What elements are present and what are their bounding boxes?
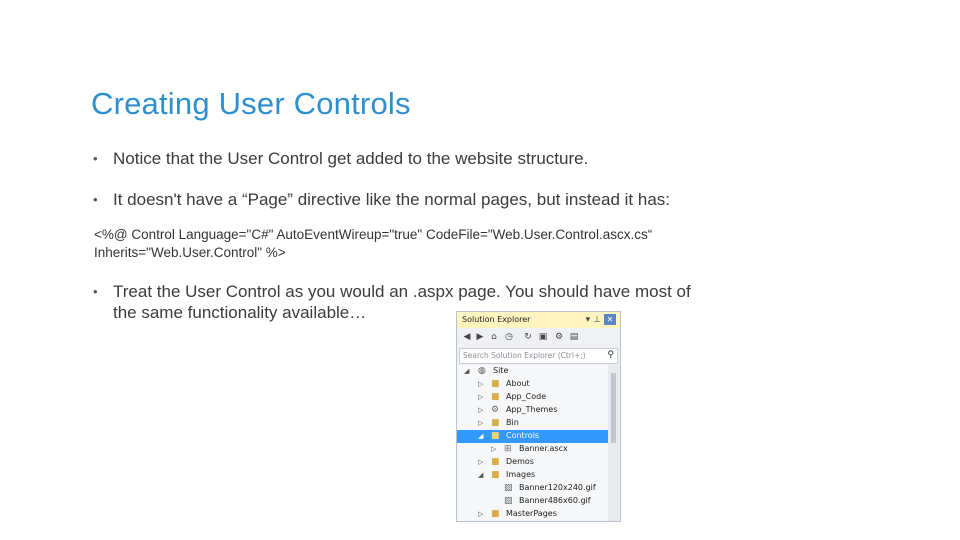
globe-icon: ◍ bbox=[478, 366, 486, 376]
expand-arrow-icon[interactable]: ▷ bbox=[478, 406, 484, 414]
expand-arrow-icon[interactable]: ▷ bbox=[478, 380, 484, 388]
tree-item-label: Demos bbox=[506, 457, 534, 466]
titlebar-controls bbox=[586, 314, 616, 325]
expand-arrow-icon[interactable]: ▷ bbox=[491, 445, 497, 453]
image-file-icon: ▨ bbox=[504, 496, 513, 506]
tree-item-banner-ascx[interactable] bbox=[457, 443, 608, 456]
folder-icon: ■ bbox=[491, 379, 500, 389]
back-icon[interactable]: ◀ bbox=[463, 332, 471, 342]
search-placeholder: Search Solution Explorer (Ctrl+;) bbox=[463, 351, 586, 360]
tree-item-app-themes[interactable] bbox=[457, 404, 608, 417]
solution-explorer-titlebar bbox=[457, 312, 620, 328]
panel-title: Solution Explorer bbox=[462, 315, 531, 324]
expand-arrow-icon[interactable]: ▷ bbox=[478, 419, 484, 427]
slide-title: Creating User Controls bbox=[91, 86, 411, 121]
expand-arrow-icon[interactable]: ◢ bbox=[464, 367, 470, 375]
scrollbar-thumb[interactable] bbox=[611, 373, 616, 443]
tree-item-label: Bin bbox=[506, 418, 519, 427]
tree-item-app-code[interactable] bbox=[457, 391, 608, 404]
history-icon[interactable]: ◷ bbox=[505, 332, 513, 342]
tree-item-label: MasterPages bbox=[506, 509, 557, 518]
folder-icon: ■ bbox=[491, 418, 500, 428]
solution-explorer-panel bbox=[456, 311, 621, 522]
solution-explorer-toolbar bbox=[457, 329, 620, 347]
folder-open-icon: ■ bbox=[491, 431, 500, 441]
tree-item-banner486x60[interactable] bbox=[457, 495, 608, 508]
solution-search-input[interactable] bbox=[459, 348, 618, 364]
tree-item-masterpages[interactable] bbox=[457, 508, 608, 521]
image-file-icon: ▨ bbox=[504, 483, 513, 493]
expand-arrow-icon[interactable]: ◢ bbox=[478, 471, 484, 479]
folder-open-icon: ■ bbox=[491, 470, 500, 480]
bullet-text: It doesn't have a “Page” directive like the normal pages, but instead it has: bbox=[113, 190, 671, 209]
tree-item-label: About bbox=[506, 379, 530, 388]
tree-item-label: Banner120x240.gif bbox=[519, 483, 596, 492]
tree-item-about[interactable] bbox=[457, 378, 608, 391]
pin-icon[interactable]: ⊥ bbox=[593, 315, 604, 325]
bullet-dot: • bbox=[93, 284, 98, 299]
expand-arrow-icon[interactable]: ▷ bbox=[478, 393, 484, 401]
folder-icon: ■ bbox=[491, 457, 500, 467]
bullet-text: Notice that the User Control get added to the website structure. bbox=[113, 149, 589, 168]
code-line: <%@ Control Language="C#" AutoEventWireup="true" CodeFile="Web.User.Control.ascx.cs“ bbox=[94, 227, 653, 242]
tree-item-site[interactable] bbox=[457, 365, 608, 378]
code-line: Inherits="Web.User.Control" %> bbox=[94, 245, 286, 260]
tree-item-images[interactable] bbox=[457, 469, 608, 482]
tree-item-controls[interactable] bbox=[457, 430, 608, 443]
tree-item-demos[interactable] bbox=[457, 456, 608, 469]
folder-icon: ■ bbox=[491, 392, 500, 402]
tree-item-label: Controls bbox=[506, 431, 540, 440]
tree-item-label: Banner486x60.gif bbox=[519, 496, 591, 505]
dropdown-icon[interactable]: ▾ bbox=[585, 315, 594, 325]
tree-item-bin[interactable] bbox=[457, 417, 608, 430]
control-file-icon: ⊞ bbox=[504, 444, 512, 454]
tree-item-label: Site bbox=[493, 366, 509, 375]
bullet-text-line: Treat the User Control as you would an .aspx page. You should have most of bbox=[113, 282, 691, 301]
control-directive-code bbox=[94, 226, 652, 262]
expand-arrow-icon[interactable]: ▷ bbox=[478, 510, 484, 518]
home-icon[interactable]: ⌂ bbox=[491, 332, 497, 342]
bullet-dot: • bbox=[93, 151, 98, 166]
close-icon[interactable]: ✕ bbox=[604, 314, 616, 325]
tree-item-label: App_Themes bbox=[506, 405, 558, 414]
show-all-files-icon[interactable]: ▤ bbox=[569, 332, 579, 342]
search-icon[interactable]: ⚲ bbox=[607, 350, 614, 360]
tree-item-label: App_Code bbox=[506, 392, 547, 401]
expand-arrow-icon[interactable]: ▷ bbox=[478, 458, 484, 466]
folder-icon: ■ bbox=[491, 509, 500, 519]
bullet-dot: • bbox=[93, 192, 98, 207]
tree-item-label: Banner.ascx bbox=[519, 444, 568, 453]
solution-tree bbox=[457, 365, 608, 521]
tree-item-label: Images bbox=[506, 470, 536, 479]
collapse-all-icon[interactable]: ▣ bbox=[538, 332, 548, 342]
tree-item-banner120x240[interactable] bbox=[457, 482, 608, 495]
expand-arrow-icon[interactable]: ◢ bbox=[478, 432, 484, 440]
gear-icon: ⚙ bbox=[491, 405, 500, 415]
bullet-text-line: the same functionality available… bbox=[113, 303, 367, 322]
properties-icon[interactable]: ⚙ bbox=[554, 332, 564, 342]
forward-icon[interactable]: ▶ bbox=[476, 332, 484, 342]
tree-scrollbar[interactable] bbox=[608, 365, 619, 521]
refresh-icon[interactable]: ↻ bbox=[524, 332, 532, 342]
